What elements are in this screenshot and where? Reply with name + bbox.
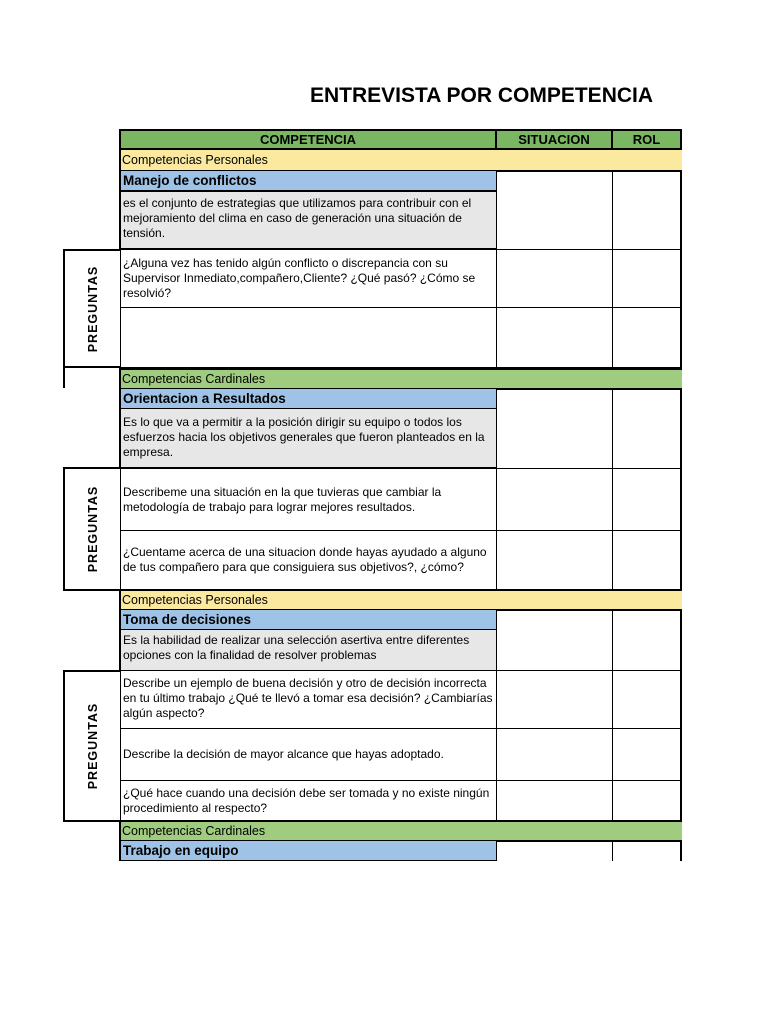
situacion-cell[interactable] xyxy=(496,468,613,531)
rol-cell[interactable] xyxy=(612,670,682,729)
question-cell: Describe un ejemplo de buena decisión y otro de decisión incorrecta en tu último trabajo ¿Qué te llevó a tomar esa decisión? ¿Cambiarías algún aspecto? xyxy=(119,670,497,729)
rol-cell[interactable] xyxy=(612,609,682,671)
header-rol: ROL xyxy=(611,129,682,150)
category-row: Competencias Personales xyxy=(119,150,682,170)
question-cell: Describeme una situación en la que tuvieras que cambiar la metodología de trabajo para lograr mejores resultados. xyxy=(119,468,497,531)
competency-description: Es la habilidad de realizar una selección asertiva entre diferentes opciones con la finalidad de resolver problemas xyxy=(119,629,497,671)
rol-cell[interactable] xyxy=(612,170,682,250)
category-row: Competencias Personales xyxy=(119,589,682,610)
side-border-line xyxy=(63,366,65,388)
situacion-cell[interactable] xyxy=(496,249,613,308)
situacion-cell[interactable] xyxy=(496,307,613,368)
situacion-cell[interactable] xyxy=(496,170,613,250)
rol-cell[interactable] xyxy=(612,307,682,368)
situacion-cell[interactable] xyxy=(496,840,613,861)
rol-cell[interactable] xyxy=(612,249,682,308)
situacion-cell[interactable] xyxy=(496,388,613,469)
question-cell: Describe la decisión de mayor alcance que hayas adoptado. xyxy=(119,728,497,781)
rol-cell[interactable] xyxy=(612,840,682,861)
situacion-cell[interactable] xyxy=(496,530,613,590)
rol-cell[interactable] xyxy=(612,728,682,781)
competency-description: es el conjunto de estrategias que utilizamos para contribuir con el mejoramiento del clima en caso de generación una situación de tensión. xyxy=(119,191,497,249)
category-row: Competencias Cardinales xyxy=(119,820,682,841)
situacion-cell[interactable] xyxy=(496,728,613,781)
competency-name: Trabajo en equipo xyxy=(119,840,497,861)
preguntas-side-label: PREGUNTAS xyxy=(63,670,120,822)
competency-name: Toma de decisiones xyxy=(119,609,497,630)
question-cell: ¿Alguna vez has tenido algún conflicto o discrepancia con su Supervisor Inmediato,compañero,Cliente? ¿Qué pasó? ¿Cómo se resolvió? xyxy=(119,249,497,308)
question-cell: ¿Cuentame acerca de una situacion donde hayas ayudado a alguno de tus compañero para que consiguiera sus objetivos?, ¿cómo? xyxy=(119,530,497,590)
rol-cell[interactable] xyxy=(612,530,682,590)
competency-name: Manejo de conflictos xyxy=(119,170,497,191)
situacion-cell[interactable] xyxy=(496,609,613,671)
situacion-cell[interactable] xyxy=(496,670,613,729)
situacion-cell[interactable] xyxy=(496,780,613,821)
rol-cell[interactable] xyxy=(612,780,682,821)
question-cell: ¿Qué hace cuando una decisión debe ser tomada y no existe ningún procedimiento al respecto? xyxy=(119,780,497,821)
competency-description: Es lo que va a permitir a la posición dirigir su equipo o todos los esfuerzos hacia los objetivos generales que fueron planteados en la empresa. xyxy=(119,408,497,468)
rol-cell[interactable] xyxy=(612,388,682,469)
competency-name: Orientacion a Resultados xyxy=(119,388,497,409)
preguntas-side-label: PREGUNTAS xyxy=(63,467,120,591)
header-situacion: SITUACION xyxy=(495,129,613,150)
header-competencia: COMPETENCIA xyxy=(119,129,497,150)
rol-cell[interactable] xyxy=(612,468,682,531)
page-title: ENTREVISTA POR COMPETENCIA xyxy=(310,84,654,107)
preguntas-side-label: PREGUNTAS xyxy=(63,249,120,368)
question-cell xyxy=(119,307,497,368)
category-row: Competencias Cardinales xyxy=(119,368,682,388)
